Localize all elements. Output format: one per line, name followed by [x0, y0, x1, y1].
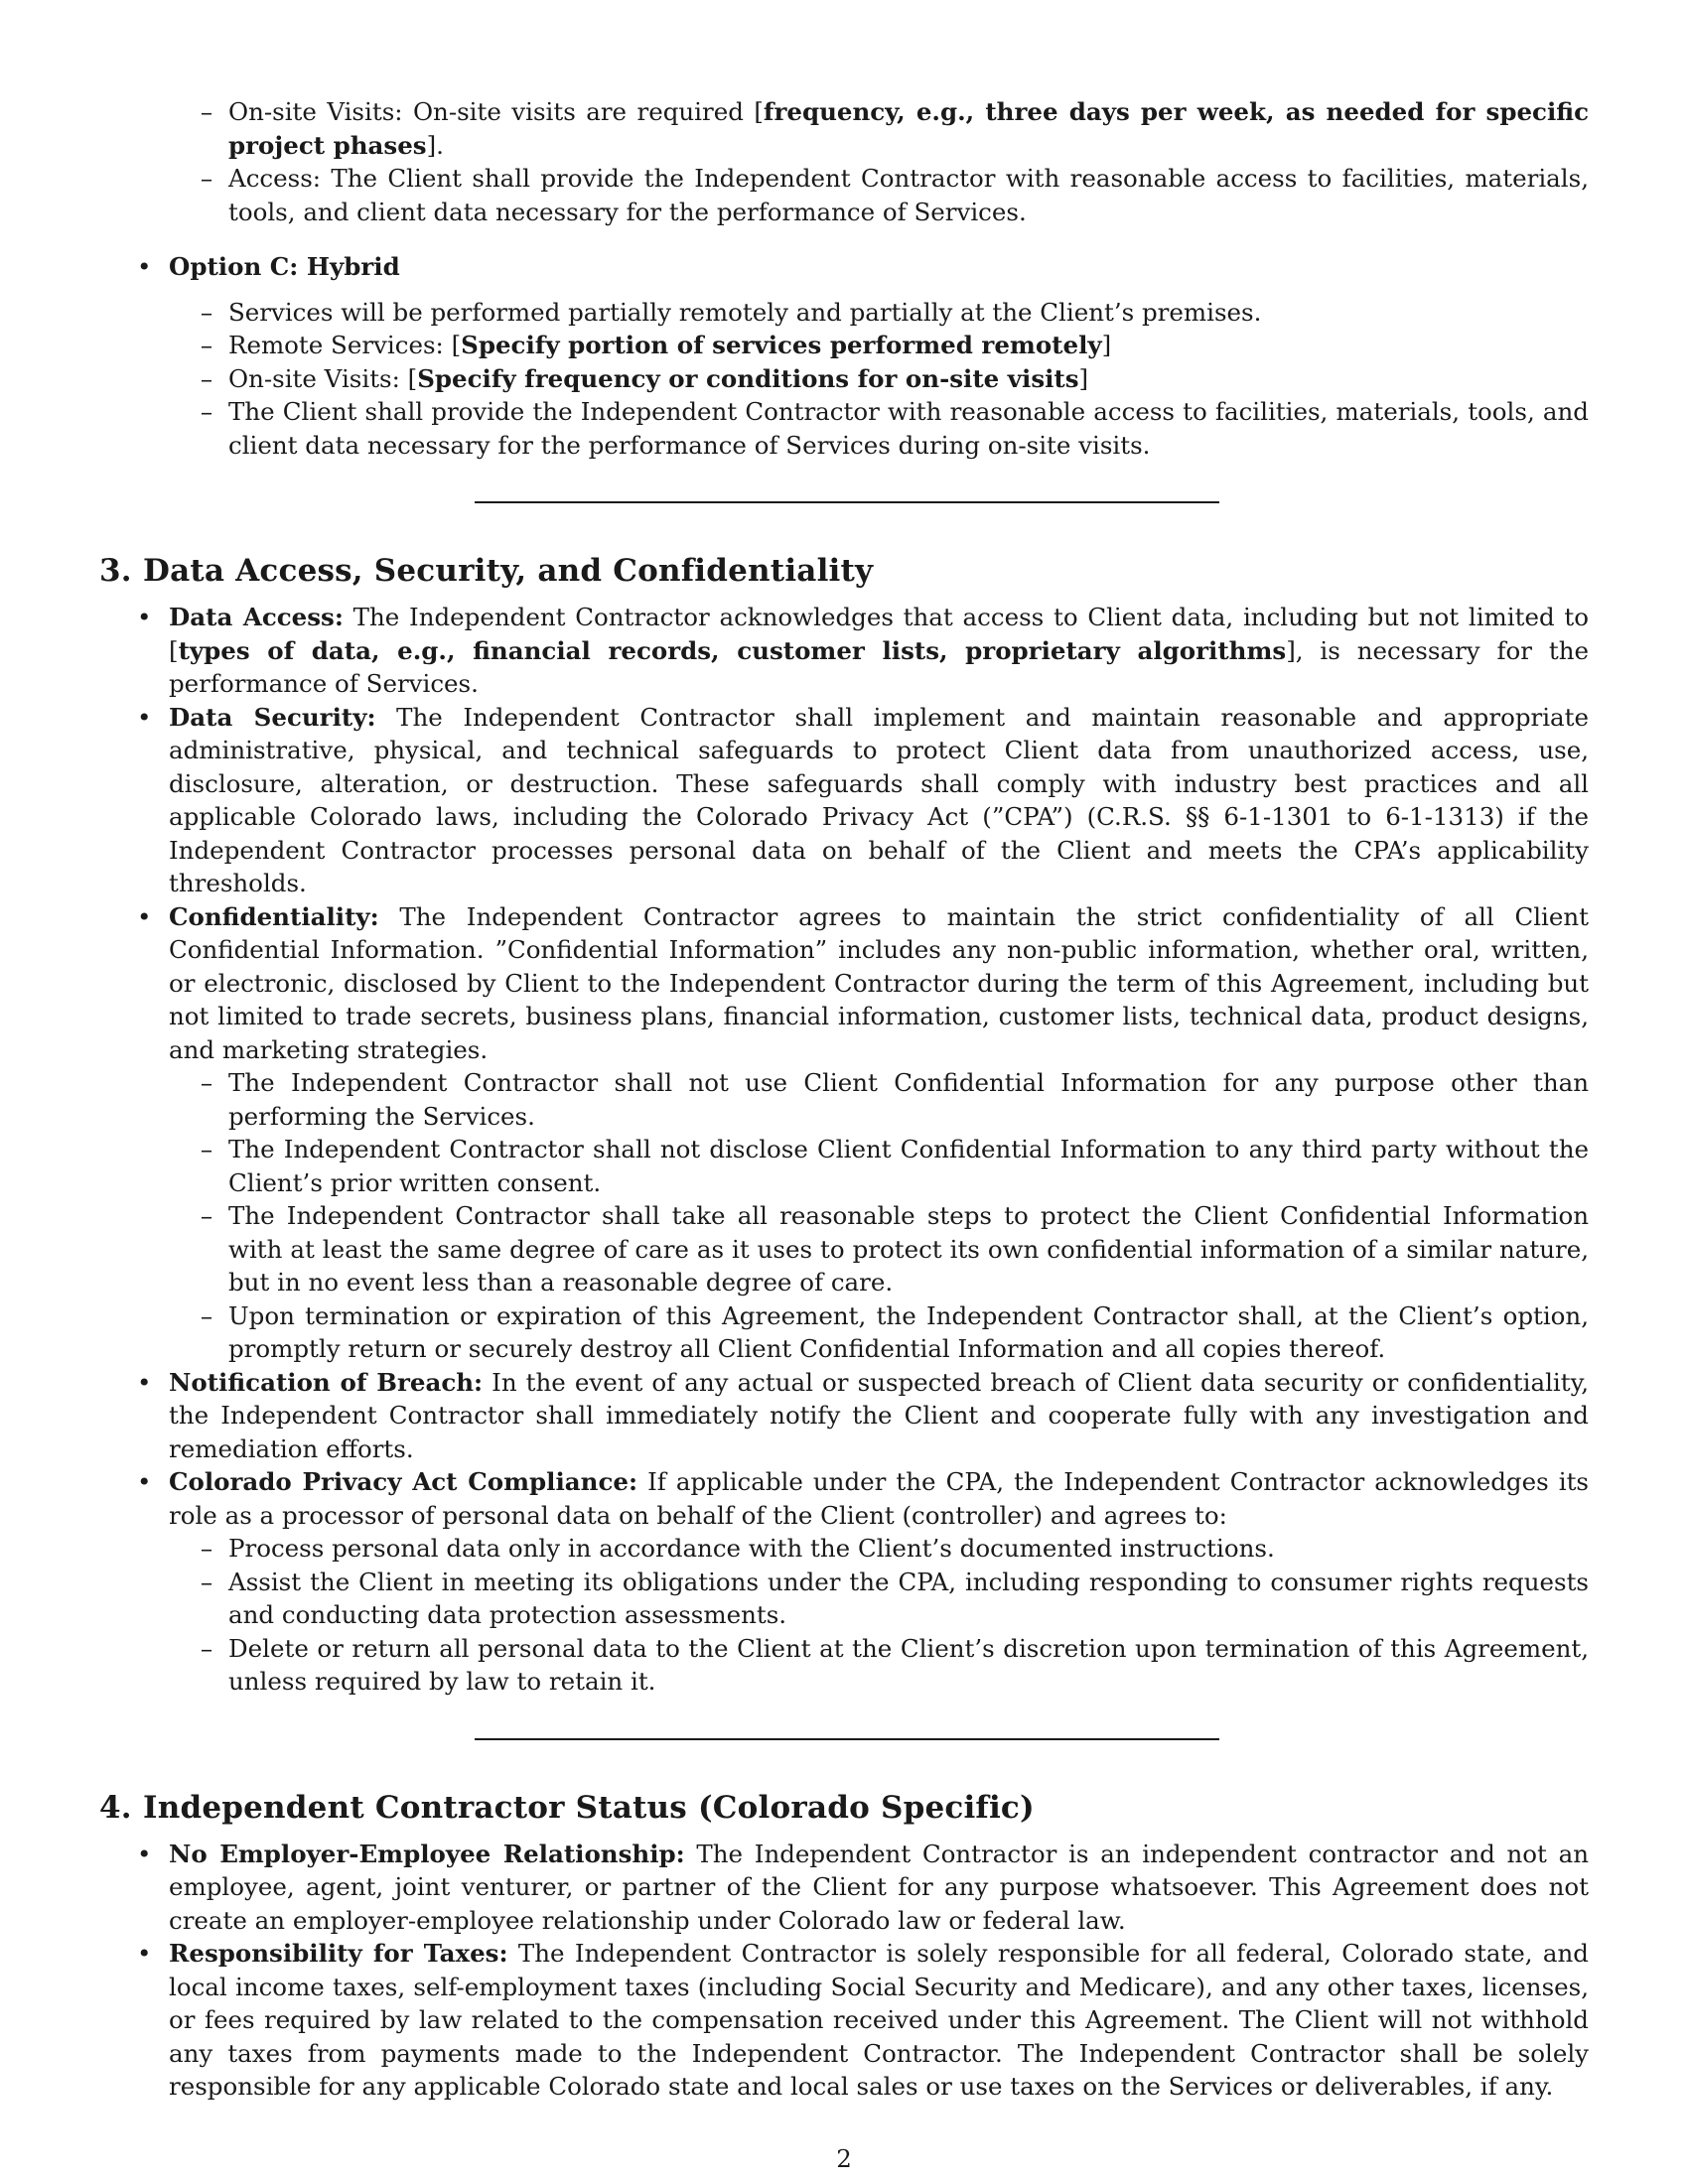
item-text: The Independent Contractor shall not disclose Client Confidential Information to any third party without the Client’s prior written consent. — [228, 1135, 1589, 1197]
item-text: The Independent Contractor is an independent contractor and not an employee, agent, joint venturer, or partner of the Client for any purpose whatsoever. This Agreement does not create an employer-employee relationship under Colorado law or federal law. — [169, 1839, 1589, 1935]
item-label: Data Access: — [169, 603, 344, 631]
item-text: On-site Visits: On-site visits are required [ — [228, 97, 764, 126]
dash-marker: – — [200, 297, 213, 327]
bullet-marker: • — [137, 1367, 152, 1397]
dash-marker: – — [200, 1300, 213, 1330]
list-item — [169, 1299, 1589, 1366]
list-item — [169, 1532, 1589, 1566]
item-text: Access: The Client shall provide the Independent Contractor with reasonable access to facilities, materials, tools, and client data necessary for the performance of Services. — [228, 164, 1589, 226]
item-text: The Independent Contractor is solely responsible for all federal, Colorado state, and local income taxes, self-employment taxes (including Social Security and Medicare), and any other taxes, licenses, or fees required by law related to the compensation received under this Agreement. The Client will not withhold any taxes from payments made to the Independent Contractor. The Independent Contractor shall be solely responsible for any applicable Colorado state and local sales or use taxes on the Services or deliverables, if any. — [169, 1939, 1589, 2101]
list-item — [99, 362, 1589, 396]
item-text: ]. — [426, 130, 444, 160]
placeholder-text: types of data, e.g., financial records, customer lists, proprietary algorithms — [178, 635, 1287, 665]
data-access-item — [99, 601, 1589, 701]
item-label: Notification of Breach: — [169, 1367, 484, 1397]
option-c-item — [99, 250, 1589, 284]
section-title: Data Access, Security, and Confidentiality — [143, 553, 874, 589]
cpa-compliance-item — [99, 1465, 1589, 1699]
item-text: Remote Services: [ — [228, 331, 462, 359]
no-employer-item — [99, 1838, 1589, 1938]
list-item — [99, 162, 1589, 228]
dash-marker: – — [200, 1534, 213, 1563]
section-heading — [99, 551, 1589, 591]
item-text: In the event of any actual or suspected breach of Client data security or confidentiality, the Independent Contractor shall immediately notify the Client and cooperate fully with any investigation and remediation efforts. — [169, 1367, 1589, 1463]
bullet-marker: • — [137, 1467, 152, 1496]
item-text: The Independent Contractor acknowledges that access to Client data, including but not limited to [ — [169, 603, 1590, 665]
section-title: Independent Contractor Status (Colorado Specific) — [143, 1789, 1035, 1826]
item-text: If applicable under the CPA, the Independent Contractor acknowledges its role as a processor of personal data on behalf of the Client (controller) and agrees to: — [169, 1467, 1589, 1530]
list-item — [169, 1566, 1589, 1632]
data-security-item — [99, 701, 1589, 900]
item-text: Upon termination or expiration of this Agreement, the Independent Contractor shall, at the Client’s option, promptly return or securely destroy all Client Confidential Information and all copies thereof. — [228, 1300, 1589, 1363]
section3-list — [99, 601, 1589, 1699]
option-c-list — [99, 250, 1589, 284]
taxes-item — [99, 1937, 1589, 2104]
page-number: 2 — [836, 2144, 852, 2173]
item-text: Delete or return all personal data to the Client at the Client’s discretion upon termination of this Agreement, unless required by law to retain it. — [228, 1633, 1589, 1696]
bullet-marker: • — [137, 1939, 152, 1968]
item-text: ], is necessary for the performance of Services. — [169, 635, 1590, 698]
item-text: The Independent Contractor shall implement and maintain reasonable and appropriate administrative, physical, and technical safeguards to protect Client data from unauthorized access, use, disclosure, alteration, or destruction. These safeguards shall comply with industry best practices and all applicable Colorado laws, including the Colorado Privacy Act (”CPA”) (C.R.S. §§ 6-1-1301 to 6-1-1313) if the Independent Contractor processes personal data on behalf of the Client and meets the CPA’s applicability thresholds. — [169, 702, 1590, 897]
bullet-marker: • — [137, 603, 152, 631]
item-label: Data Security: — [169, 702, 376, 732]
item-label: Confidentiality: — [169, 901, 379, 931]
list-item — [169, 1632, 1589, 1699]
placeholder-text: frequency, e.g., three days per week, as needed for specific project phases — [228, 97, 1590, 160]
bullet-marker: • — [137, 702, 152, 732]
item-label: Responsibility for Taxes: — [169, 1939, 508, 1968]
dash-marker: – — [200, 363, 213, 393]
dash-marker: – — [200, 397, 213, 426]
item-text: Services will be performed partially remotely and partially at the Client’s premises. — [228, 297, 1262, 327]
section4-list — [99, 1838, 1589, 2104]
item-text: The Independent Contractor shall take all reasonable steps to protect the Client Confidential Information with at least the same degree of care as it uses to protect its own confidential information of a similar nature, but in no event less than a reasonable degree of care. — [228, 1201, 1589, 1297]
placeholder-text: Specify frequency or conditions for on-site visits — [417, 363, 1079, 393]
option-c-subitems — [99, 296, 1589, 463]
list-item — [99, 329, 1589, 362]
bullet-marker: • — [137, 1839, 152, 1868]
item-text: The Independent Contractor agrees to maintain the strict confidentiality of all Client Confidential Information. ”Confidential Information” includes any non-public information, whether oral, written, or electronic, disclosed by Client to the Independent Contractor during the term of this Agreement, including but not limited to trade secrets, business plans, financial information, customer lists, technical data, product designs, and marketing strategies. — [169, 901, 1589, 1064]
list-item — [169, 1066, 1589, 1133]
breach-notification-item — [99, 1366, 1589, 1466]
onsite-options-list — [99, 95, 1589, 228]
item-label: No Employer-Employee Relationship: — [169, 1839, 685, 1868]
list-item — [169, 1199, 1589, 1299]
dash-marker: – — [200, 1633, 213, 1663]
section-heading — [99, 1788, 1589, 1828]
dash-marker: – — [200, 1567, 213, 1596]
item-text: The Independent Contractor shall not use Client Confidential Information for any purpose other than performing the Services. — [228, 1068, 1589, 1131]
section-number: 3. — [99, 553, 132, 589]
document-page — [99, 95, 1589, 2104]
placeholder-text: Specify portion of services performed remotely — [461, 331, 1102, 359]
option-c-title: Option C: Hybrid — [169, 252, 400, 281]
list-item — [99, 296, 1589, 330]
item-text: ] — [1078, 363, 1089, 393]
item-text: On-site Visits: [ — [228, 363, 418, 393]
confidentiality-item — [99, 900, 1589, 1366]
dash-marker: – — [200, 164, 213, 193]
dash-marker: – — [200, 97, 213, 126]
dash-marker: – — [200, 1135, 213, 1163]
bullet-marker: • — [137, 901, 152, 931]
dash-marker: – — [200, 1068, 213, 1097]
confidentiality-subitems — [169, 1066, 1589, 1366]
item-text: The Client shall provide the Independent Contractor with reasonable access to facilities, materials, tools, and client data necessary for the performance of Services during on-site visits. — [228, 397, 1589, 460]
list-item — [169, 1133, 1589, 1199]
list-item — [99, 95, 1589, 162]
bullet-marker: • — [137, 252, 152, 281]
item-label: Colorado Privacy Act Compliance: — [169, 1467, 638, 1496]
item-text: Assist the Client in meeting its obligations under the CPA, including responding to consumer rights requests and conducting data protection assessments. — [228, 1567, 1589, 1629]
item-text: Process personal data only in accordance with the Client’s documented instructions. — [228, 1534, 1275, 1563]
item-text: ] — [1101, 331, 1112, 359]
list-item — [99, 395, 1589, 462]
cpa-subitems — [169, 1532, 1589, 1699]
dash-marker: – — [200, 331, 213, 359]
section-number: 4. — [99, 1789, 132, 1826]
dash-marker: – — [200, 1201, 213, 1230]
